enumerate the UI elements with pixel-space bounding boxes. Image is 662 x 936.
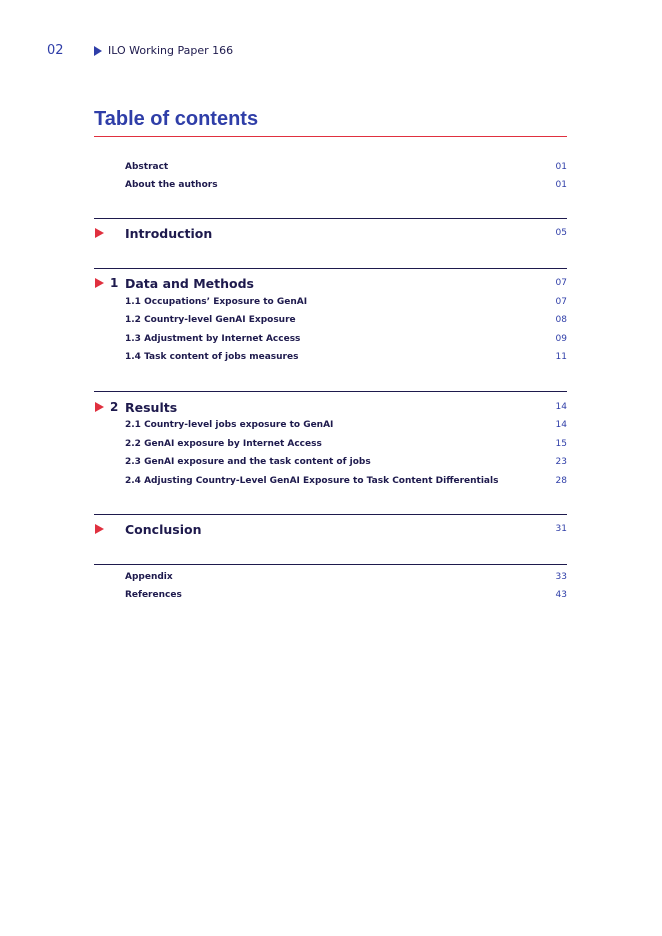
toc-entry[interactable] <box>94 437 567 451</box>
toc-section-page: 14 <box>555 402 567 412</box>
toc-entry-label: 2.2 GenAI exposure by Internet Access <box>125 439 322 449</box>
toc-section-page: 05 <box>555 228 567 238</box>
toc-entry-label: 1.3 Adjustment by Internet Access <box>125 334 301 344</box>
toc-section-page: 31 <box>555 524 567 534</box>
toc-entry[interactable] <box>94 332 567 346</box>
section-divider <box>94 268 567 269</box>
toc-entry[interactable] <box>94 474 567 488</box>
toc-entry-page: 08 <box>555 315 567 325</box>
toc-entry-page: 33 <box>555 572 567 582</box>
toc-entry-abstract[interactable] <box>94 160 567 174</box>
toc-entry[interactable] <box>94 455 567 469</box>
toc-entry-page: 11 <box>555 352 567 362</box>
section-number: 2 <box>110 400 119 414</box>
toc-entry-page: 01 <box>555 180 567 190</box>
toc-entry-label: Abstract <box>125 162 169 172</box>
running-header <box>94 44 233 57</box>
toc-entry[interactable] <box>94 418 567 432</box>
toc-entry-label: 1.4 Task content of jobs measures <box>125 352 299 362</box>
toc-entry-label: 1.2 Country-level GenAI Exposure <box>125 315 296 325</box>
toc-entry-page: 15 <box>555 439 567 449</box>
toc-title: Table of contents <box>94 108 259 130</box>
toc-entry[interactable] <box>94 350 567 364</box>
toc-entry-page: 01 <box>555 162 567 172</box>
toc-section-introduction[interactable] <box>94 225 567 241</box>
running-title: ILO Working Paper 166 <box>108 44 234 57</box>
toc-entry[interactable] <box>94 313 567 327</box>
toc-entry-label: 2.1 Country-level jobs exposure to GenAI <box>125 420 334 430</box>
toc-entry-label: 1.1 Occupations’ Exposure to GenAI <box>125 297 308 307</box>
toc-entry-label: 2.4 Adjusting Country-Level GenAI Exposure to Task Content Differentials <box>125 476 499 486</box>
toc-entry-page: 14 <box>555 420 567 430</box>
toc-entry-about-authors[interactable] <box>94 178 567 192</box>
toc-section-data-methods[interactable] <box>94 275 567 291</box>
section-divider <box>94 514 567 515</box>
toc-entry-label: 2.3 GenAI exposure and the task content of jobs <box>125 457 371 467</box>
toc-entry-page: 43 <box>555 590 567 600</box>
title-divider <box>94 136 567 137</box>
toc-entry-page: 23 <box>555 457 567 467</box>
toc-entry-label: References <box>125 590 182 600</box>
section-divider <box>94 218 567 219</box>
toc-entry-label: Appendix <box>125 572 173 582</box>
toc-entry-page: 07 <box>555 297 567 307</box>
toc-section-page: 07 <box>555 278 567 288</box>
toc-section-label: Introduction <box>125 225 213 241</box>
toc-entry-page: 28 <box>555 476 567 486</box>
toc-section-label: Results <box>125 399 178 415</box>
triangle-right-icon <box>95 228 114 238</box>
toc-entry-appendix[interactable] <box>94 570 567 584</box>
section-number: 1 <box>110 276 119 290</box>
toc-entry-page: 09 <box>555 334 567 344</box>
toc-section-conclusion[interactable] <box>94 521 567 537</box>
toc-section-label: Data and Methods <box>125 275 254 291</box>
toc-section-results[interactable] <box>94 399 567 415</box>
section-divider <box>94 564 567 565</box>
toc-entry[interactable] <box>94 295 567 309</box>
section-divider <box>94 391 567 392</box>
toc-entry-references[interactable] <box>94 588 567 602</box>
page-number: 02 <box>47 43 64 58</box>
triangle-right-icon <box>95 524 114 534</box>
toc-section-label: Conclusion <box>125 521 202 537</box>
triangle-right-icon <box>94 46 102 56</box>
toc-entry-label: About the authors <box>125 180 218 190</box>
